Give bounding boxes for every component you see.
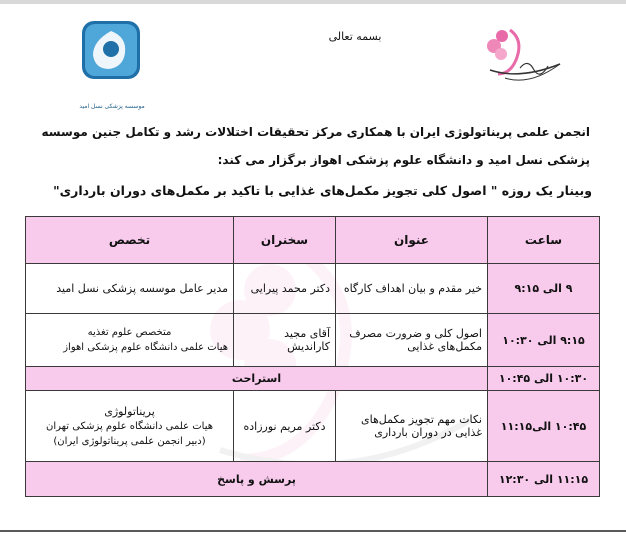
table-row	[26, 314, 600, 367]
break-label: استراحت	[26, 367, 488, 391]
row-title: اصول کلی و ضرورت مصرف مکمل‌های غذایی	[336, 314, 488, 367]
header-time: ساعت	[488, 217, 600, 264]
table-row-qa	[26, 462, 600, 497]
row-speaker: دکتر محمد پیرایی	[234, 263, 336, 314]
row-expertise	[26, 314, 234, 367]
header-expertise: تخصص	[26, 217, 234, 264]
row-time: ۱۰:۳۰ الی ۱۰:۴۵	[488, 367, 600, 391]
row-time: ۹ الی ۹:۱۵	[488, 263, 600, 314]
expertise-line: پریناتولوژی	[104, 404, 155, 418]
row-time: ۱۱:۱۵ الی ۱۲:۳۰	[488, 462, 600, 497]
row-speaker: دکتر مریم نورزاده	[234, 391, 336, 462]
intro-line-2: پزشکی نسل امید و دانشگاه علوم پزشکی اهواز برگزار می کند:	[217, 153, 590, 167]
program-table	[25, 216, 600, 497]
bottom-border	[0, 530, 626, 532]
expertise-line: هیات علمی دانشگاه علوم پزشکی تهران	[46, 420, 213, 432]
page-heading: بسمه تعالی	[328, 30, 382, 43]
webinar-title: وبینار یک روزه " اصول کلی تجویز مکمل‌های غذایی با تاکید بر مکمل‌های دوران بارداری"	[53, 183, 592, 198]
header-speaker: سخنران	[234, 217, 336, 264]
row-speaker: آقای مجید کاراندیش	[234, 314, 336, 367]
header-title: عنوان	[336, 217, 488, 264]
row-expertise: مدیر عامل موسسه پزشکی نسل امید	[26, 263, 234, 314]
qa-label: پرسش و پاسخ	[26, 462, 488, 497]
table-row	[26, 263, 600, 314]
table-row	[26, 391, 600, 462]
institute-logo	[72, 15, 152, 110]
intro-text	[40, 118, 590, 174]
expertise-line: متخصص علوم تغذیه	[87, 327, 172, 339]
table-row-break	[26, 367, 600, 391]
intro-line-1: انجمن علمی پریناتولوژی ایران با همکاری مرکز تحقیقات اختلالات رشد و تکامل جنین موسسه	[41, 125, 590, 139]
expertise-line: هیات علمی دانشگاه علوم پزشکی اهواز	[63, 342, 228, 354]
row-expertise	[26, 391, 234, 462]
row-title: نکات مهم تجویز مکمل‌های غذایی در دوران بارداری	[336, 391, 488, 462]
table-header-row	[26, 217, 600, 264]
row-time: ۱۰:۴۵ الی۱۱:۱۵	[488, 391, 600, 462]
institute-logo-caption: موسسه پزشکی نسل امید	[79, 103, 145, 110]
row-time: ۹:۱۵ الی ۱۰:۳۰	[488, 314, 600, 367]
row-title: خیر مقدم و بیان اهداف کارگاه	[336, 263, 488, 314]
top-border	[0, 0, 626, 4]
society-logo	[470, 10, 580, 110]
expertise-line: (دبیر انجمن علمی پریناتولوژی ایران)	[53, 435, 206, 447]
